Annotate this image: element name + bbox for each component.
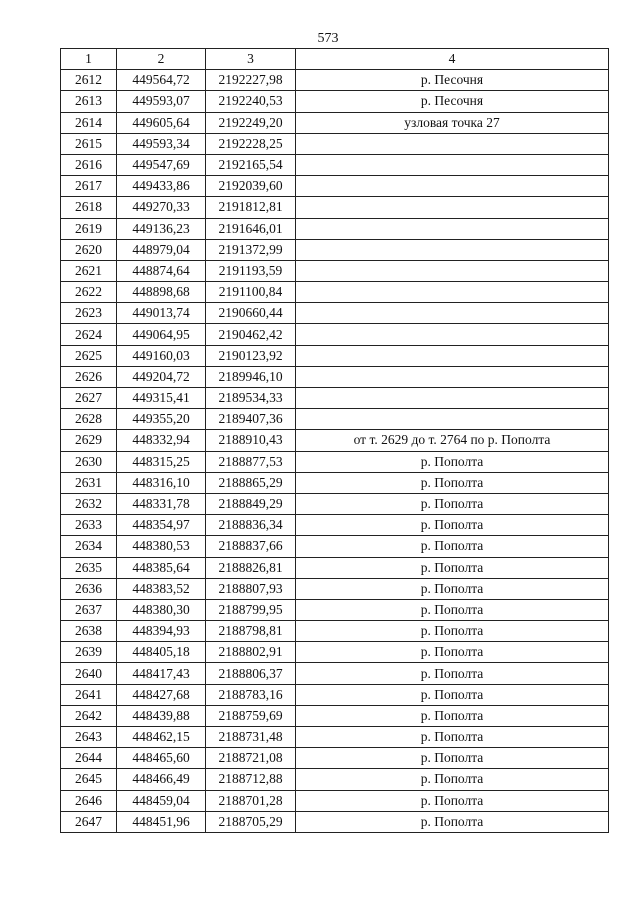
point-number-cell: 2618 (61, 197, 117, 218)
description-cell: р. Пополта (296, 599, 609, 620)
x-coordinate-cell: 449204,72 (117, 366, 206, 387)
y-coordinate-cell: 2192228,25 (206, 133, 296, 154)
table-row (61, 536, 609, 557)
y-coordinate-cell: 2188806,37 (206, 663, 296, 684)
x-coordinate-cell: 448417,43 (117, 663, 206, 684)
x-coordinate-cell: 449270,33 (117, 197, 206, 218)
table-row (61, 366, 609, 387)
point-number-cell: 2621 (61, 260, 117, 281)
point-number-cell: 2645 (61, 769, 117, 790)
y-coordinate-cell: 2188783,16 (206, 684, 296, 705)
x-coordinate-cell: 448439,88 (117, 705, 206, 726)
point-number-cell: 2628 (61, 409, 117, 430)
point-number-cell: 2616 (61, 154, 117, 175)
y-coordinate-cell: 2188849,29 (206, 493, 296, 514)
y-coordinate-cell: 2191193,59 (206, 260, 296, 281)
description-cell (296, 324, 609, 345)
x-coordinate-cell: 448459,04 (117, 790, 206, 811)
x-coordinate-cell: 448465,60 (117, 748, 206, 769)
y-coordinate-cell: 2188826,81 (206, 557, 296, 578)
table-row (61, 409, 609, 430)
y-coordinate-cell: 2188798,81 (206, 621, 296, 642)
point-number-cell: 2643 (61, 727, 117, 748)
description-cell: р. Пополта (296, 790, 609, 811)
table-row (61, 769, 609, 790)
table-row (61, 727, 609, 748)
y-coordinate-cell: 2188731,48 (206, 727, 296, 748)
x-coordinate-cell: 448316,10 (117, 472, 206, 493)
table-row (61, 663, 609, 684)
point-number-cell: 2625 (61, 345, 117, 366)
description-cell: р. Пополта (296, 642, 609, 663)
y-coordinate-cell: 2188802,91 (206, 642, 296, 663)
point-number-cell: 2636 (61, 578, 117, 599)
column-header-point: 1 (61, 49, 117, 70)
x-coordinate-cell: 448427,68 (117, 684, 206, 705)
description-cell: р. Пополта (296, 663, 609, 684)
description-cell (296, 388, 609, 409)
point-number-cell: 2613 (61, 91, 117, 112)
column-header-description: 4 (296, 49, 609, 70)
table-row (61, 345, 609, 366)
description-cell (296, 218, 609, 239)
column-header-y: 3 (206, 49, 296, 70)
y-coordinate-cell: 2188701,28 (206, 790, 296, 811)
y-coordinate-cell: 2191372,99 (206, 239, 296, 260)
y-coordinate-cell: 2188721,08 (206, 748, 296, 769)
point-number-cell: 2639 (61, 642, 117, 663)
table-row (61, 557, 609, 578)
y-coordinate-cell: 2191812,81 (206, 197, 296, 218)
x-coordinate-cell: 448380,53 (117, 536, 206, 557)
table-row (61, 133, 609, 154)
description-cell: р. Пополта (296, 451, 609, 472)
description-cell: р. Пополта (296, 557, 609, 578)
table-row (61, 472, 609, 493)
x-coordinate-cell: 448898,68 (117, 282, 206, 303)
point-number-cell: 2638 (61, 621, 117, 642)
point-number-cell: 2644 (61, 748, 117, 769)
description-cell (296, 154, 609, 175)
x-coordinate-cell: 449064,95 (117, 324, 206, 345)
y-coordinate-cell: 2191100,84 (206, 282, 296, 303)
y-coordinate-cell: 2192227,98 (206, 70, 296, 91)
point-number-cell: 2635 (61, 557, 117, 578)
x-coordinate-cell: 448354,97 (117, 515, 206, 536)
page-number: 573 (317, 31, 339, 46)
x-coordinate-cell: 448405,18 (117, 642, 206, 663)
point-number-cell: 2646 (61, 790, 117, 811)
description-cell: р. Песочня (296, 70, 609, 91)
table-row (61, 70, 609, 91)
x-coordinate-cell: 449564,72 (117, 70, 206, 91)
table-row (61, 451, 609, 472)
x-coordinate-cell: 449433,86 (117, 176, 206, 197)
point-number-cell: 2642 (61, 705, 117, 726)
point-number-cell: 2614 (61, 112, 117, 133)
point-number-cell: 2615 (61, 133, 117, 154)
y-coordinate-cell: 2188910,43 (206, 430, 296, 451)
description-cell (296, 197, 609, 218)
x-coordinate-cell: 449593,34 (117, 133, 206, 154)
table-row (61, 324, 609, 345)
description-cell (296, 345, 609, 366)
x-coordinate-cell: 449136,23 (117, 218, 206, 239)
description-cell: р. Пополта (296, 515, 609, 536)
x-coordinate-cell: 448451,96 (117, 811, 206, 832)
x-coordinate-cell: 448979,04 (117, 239, 206, 260)
point-number-cell: 2622 (61, 282, 117, 303)
description-cell: от т. 2629 до т. 2764 по р. Пополта (296, 430, 609, 451)
x-coordinate-cell: 448394,93 (117, 621, 206, 642)
description-cell: р. Пополта (296, 684, 609, 705)
point-number-cell: 2629 (61, 430, 117, 451)
table-row (61, 599, 609, 620)
table-row (61, 197, 609, 218)
y-coordinate-cell: 2192165,54 (206, 154, 296, 175)
table-row (61, 282, 609, 303)
x-coordinate-cell: 448331,78 (117, 493, 206, 514)
point-number-cell: 2634 (61, 536, 117, 557)
y-coordinate-cell: 2188799,95 (206, 599, 296, 620)
x-coordinate-cell: 448385,64 (117, 557, 206, 578)
table-row (61, 154, 609, 175)
description-cell (296, 409, 609, 430)
column-header-x: 2 (117, 49, 206, 70)
point-number-cell: 2619 (61, 218, 117, 239)
table-row (61, 790, 609, 811)
table-row (61, 260, 609, 281)
y-coordinate-cell: 2189946,10 (206, 366, 296, 387)
y-coordinate-cell: 2192249,20 (206, 112, 296, 133)
y-coordinate-cell: 2188705,29 (206, 811, 296, 832)
y-coordinate-cell: 2189534,33 (206, 388, 296, 409)
description-cell: р. Пополта (296, 536, 609, 557)
y-coordinate-cell: 2188837,66 (206, 536, 296, 557)
x-coordinate-cell: 448315,25 (117, 451, 206, 472)
description-cell (296, 366, 609, 387)
table-header-row (61, 49, 609, 70)
x-coordinate-cell: 449013,74 (117, 303, 206, 324)
description-cell: р. Пополта (296, 811, 609, 832)
x-coordinate-cell: 449593,07 (117, 91, 206, 112)
table-row (61, 578, 609, 599)
table-row (61, 91, 609, 112)
description-cell (296, 239, 609, 260)
x-coordinate-cell: 448874,64 (117, 260, 206, 281)
y-coordinate-cell: 2190462,42 (206, 324, 296, 345)
point-number-cell: 2637 (61, 599, 117, 620)
description-cell (296, 133, 609, 154)
point-number-cell: 2626 (61, 366, 117, 387)
description-cell: узловая точка 27 (296, 112, 609, 133)
table-row (61, 176, 609, 197)
point-number-cell: 2624 (61, 324, 117, 345)
description-cell: р. Пополта (296, 748, 609, 769)
y-coordinate-cell: 2192240,53 (206, 91, 296, 112)
y-coordinate-cell: 2188836,34 (206, 515, 296, 536)
description-cell: р. Пополта (296, 769, 609, 790)
table-row (61, 621, 609, 642)
table-row (61, 239, 609, 260)
x-coordinate-cell: 448332,94 (117, 430, 206, 451)
description-cell: р. Пополта (296, 621, 609, 642)
x-coordinate-cell: 449605,64 (117, 112, 206, 133)
point-number-cell: 2631 (61, 472, 117, 493)
table-row (61, 388, 609, 409)
y-coordinate-cell: 2190123,92 (206, 345, 296, 366)
point-number-cell: 2641 (61, 684, 117, 705)
table-row (61, 430, 609, 451)
x-coordinate-cell: 449315,41 (117, 388, 206, 409)
description-cell: р. Песочня (296, 91, 609, 112)
y-coordinate-cell: 2188807,93 (206, 578, 296, 599)
x-coordinate-cell: 448462,15 (117, 727, 206, 748)
table-row (61, 303, 609, 324)
y-coordinate-cell: 2188865,29 (206, 472, 296, 493)
description-cell: р. Пополта (296, 727, 609, 748)
table-row (61, 705, 609, 726)
description-cell (296, 260, 609, 281)
table-row (61, 112, 609, 133)
x-coordinate-cell: 448380,30 (117, 599, 206, 620)
description-cell (296, 303, 609, 324)
table-row (61, 684, 609, 705)
point-number-cell: 2623 (61, 303, 117, 324)
y-coordinate-cell: 2191646,01 (206, 218, 296, 239)
y-coordinate-cell: 2189407,36 (206, 409, 296, 430)
point-number-cell: 2633 (61, 515, 117, 536)
table-row (61, 642, 609, 663)
table-row (61, 748, 609, 769)
point-number-cell: 2617 (61, 176, 117, 197)
point-number-cell: 2647 (61, 811, 117, 832)
description-cell (296, 176, 609, 197)
table-row (61, 218, 609, 239)
y-coordinate-cell: 2190660,44 (206, 303, 296, 324)
x-coordinate-cell: 449355,20 (117, 409, 206, 430)
description-cell: р. Пополта (296, 493, 609, 514)
description-cell: р. Пополта (296, 705, 609, 726)
coordinates-table (60, 48, 609, 833)
x-coordinate-cell: 448383,52 (117, 578, 206, 599)
y-coordinate-cell: 2188759,69 (206, 705, 296, 726)
description-cell: р. Пополта (296, 578, 609, 599)
table-row (61, 515, 609, 536)
y-coordinate-cell: 2188877,53 (206, 451, 296, 472)
y-coordinate-cell: 2188712,88 (206, 769, 296, 790)
point-number-cell: 2612 (61, 70, 117, 91)
y-coordinate-cell: 2192039,60 (206, 176, 296, 197)
point-number-cell: 2632 (61, 493, 117, 514)
table-body (61, 70, 609, 833)
x-coordinate-cell: 448466,49 (117, 769, 206, 790)
table-row (61, 493, 609, 514)
point-number-cell: 2620 (61, 239, 117, 260)
description-cell (296, 282, 609, 303)
table-row (61, 811, 609, 832)
point-number-cell: 2627 (61, 388, 117, 409)
description-cell: р. Пополта (296, 472, 609, 493)
x-coordinate-cell: 449547,69 (117, 154, 206, 175)
point-number-cell: 2640 (61, 663, 117, 684)
x-coordinate-cell: 449160,03 (117, 345, 206, 366)
point-number-cell: 2630 (61, 451, 117, 472)
